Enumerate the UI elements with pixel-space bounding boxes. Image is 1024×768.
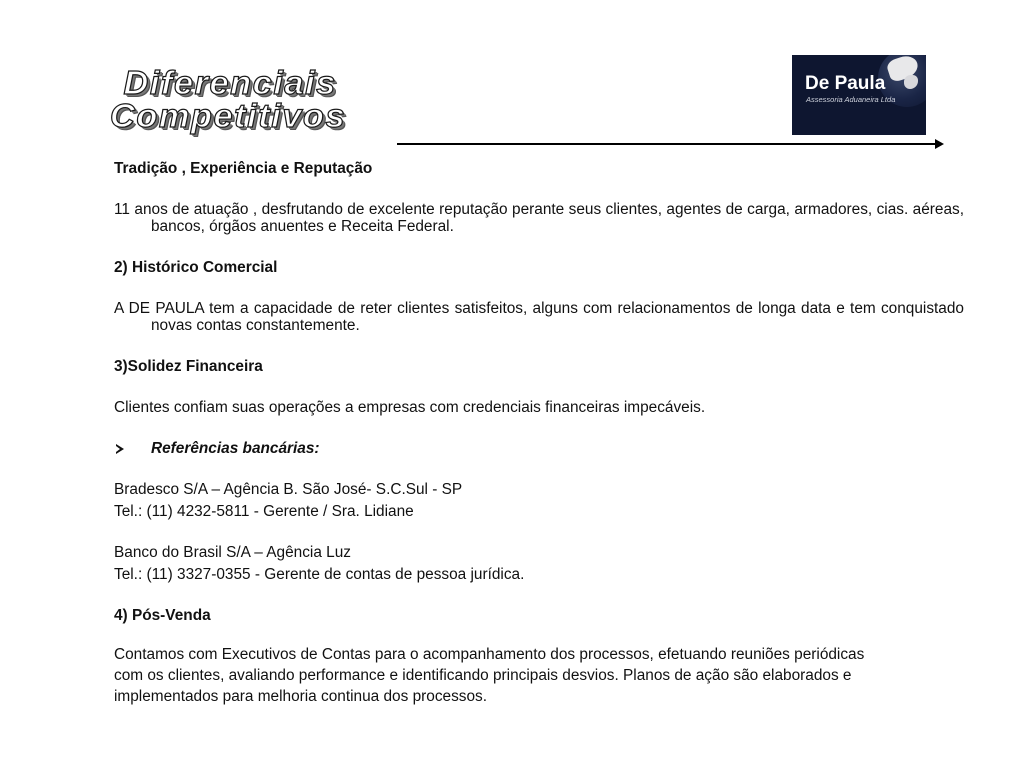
bullet-arrow-icon bbox=[116, 444, 124, 454]
bullet-item-referencias bbox=[114, 440, 964, 457]
company-logo bbox=[792, 55, 926, 135]
section-text-historico-comercial: A DE PAULA tem a capacidade de reter clientes satisfeitos, alguns com relacionamentos de longa data e tem conquistado novas contas constantemente. bbox=[114, 300, 964, 334]
logo-company-subtitle: Assessoria Aduaneira Ltda bbox=[806, 95, 896, 104]
bank-1-name: Bradesco S/A – Agência B. São José- S.C.Sul - SP bbox=[114, 481, 463, 498]
section-text-tradicao: 11 anos de atuação , desfrutando de excelente reputação perante seus clientes, agentes de carga, armadores, cias. aéreas, bancos, órgãos anuentes e Receita Federal. bbox=[114, 201, 964, 235]
bank-1-phone: Tel.: (11) 4232-5811 - Gerente / Sra. Lidiane bbox=[114, 503, 414, 520]
logo-company-name: De Paula bbox=[805, 73, 886, 94]
title-divider-line bbox=[397, 143, 937, 145]
section-text-pos-venda-line-3: implementados para melhoria continua dos processos. bbox=[114, 688, 487, 705]
section-text-pos-venda-line-1: Contamos com Executivos de Contas para o acompanhamento dos processos, efetuando reuniões periódicas bbox=[114, 646, 865, 663]
section-heading-pos-venda: 4) Pós-Venda bbox=[114, 607, 211, 624]
page-title-line-1: Diferenciais bbox=[123, 64, 337, 101]
section-text-pos-venda-line-2: com os clientes, avaliando performance e identificando principais desvios. Planos de ação são elaborados e bbox=[114, 667, 852, 684]
divider-arrowhead-icon bbox=[935, 139, 944, 149]
bank-2-phone: Tel.: (11) 3327-0355 - Gerente de contas de pessoa jurídica. bbox=[114, 566, 525, 583]
bullet-text-referencias: Referências bancárias: bbox=[151, 440, 320, 457]
bank-2-name: Banco do Brasil S/A – Agência Luz bbox=[114, 544, 351, 561]
section-heading-tradicao: Tradição , Experiência e Reputação bbox=[114, 160, 373, 177]
section-heading-historico-comercial: 2) Histórico Comercial bbox=[114, 259, 278, 276]
page-title-line-2: Competitivos bbox=[110, 97, 347, 134]
page-title bbox=[110, 66, 422, 132]
section-heading-solidez-financeira: 3)Solidez Financeira bbox=[114, 358, 263, 375]
section-text-solidez-financeira: Clientes confiam suas operações a empresas com credenciais financeiras impecáveis. bbox=[114, 399, 706, 416]
document-body bbox=[114, 160, 964, 707]
